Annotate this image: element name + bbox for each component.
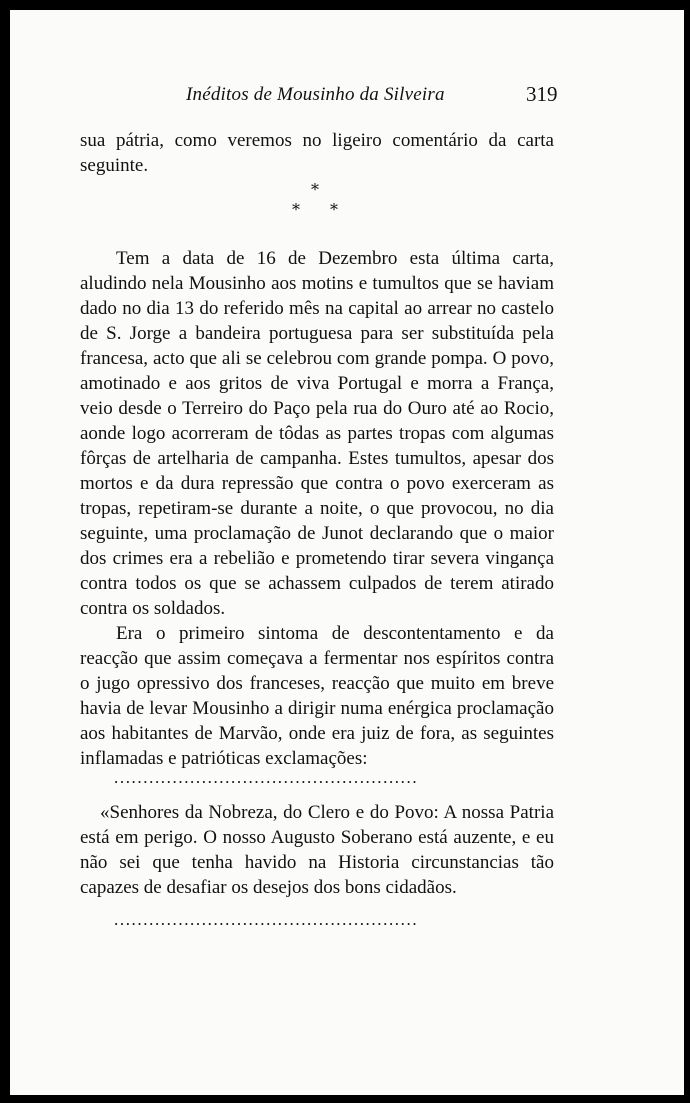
ellipsis-line-top: ....................................................	[114, 768, 419, 787]
asterism-star-top: *	[311, 180, 319, 199]
intro-text: sua pátria, como veremos no ligeiro comentário da carta seguinte.	[80, 130, 554, 176]
asterism-star-right: *	[330, 200, 338, 219]
running-title: Inéditos de Mousinho da Silveira	[186, 84, 445, 105]
intro-paragraph	[80, 128, 554, 178]
paragraph-2: Era o primeiro sintoma de descontentamento e da reacção que assim começava a fermentar nos espíritos contra o jugo opressivo dos franceses, reacção que muito em breve havia de levar Mousinho a dirigir numa enérgica proclamação aos habitantes de Marvão, onde era juiz de fora, as seguintes inflamadas e patrióticas exclamações:	[80, 623, 554, 769]
ellipsis-line-bottom: ....................................................	[114, 910, 419, 929]
proclamation-quote: «Senhores da Nobreza, do Clero e do Povo: A nossa Patria está em perigo. O nosso Augusto Soberano está auzente, e eu não sei que tenha havido na Historia circunstancias tão capazes de desafiar os desejos dos bons cidadãos.	[80, 802, 554, 898]
asterism-star-left: *	[292, 200, 300, 219]
book-page	[10, 10, 684, 1095]
page-number: 319	[526, 82, 558, 106]
body-text	[80, 246, 554, 771]
paragraph-1: Tem a data de 16 de Dezembro esta última carta, aludindo nela Mousinho aos motins e tumultos que se haviam dado no dia 13 do referido mês na capital ao arrear no castelo de S. Jorge a bandeira portuguesa para ser substituída pela francesa, acto que ali se celebrou com grande pompa. O povo, amotinado e aos gritos de viva Portugal e morra a França, veio desde o Terreiro do Paço pela rua do Ouro até ao Rocio, aonde logo acorreram de tôdas as partes tropas com algumas fôrças de artelharia de campanha. Estes tumultos, apesar dos mortos e da dura repressão que contra o povo exerceram as tropas, repetiram-se durante a noite, o que provocou, no dia seguinte, uma proclamação de Junot declarando que o maior dos crimes era a rebelião e prometendo tirar severa vingança contra todos os que se achassem culpados de terem atirado contra os soldados.	[80, 248, 554, 619]
page-header	[10, 84, 684, 114]
quote-block	[80, 800, 554, 900]
section-break-asterism	[10, 180, 684, 220]
